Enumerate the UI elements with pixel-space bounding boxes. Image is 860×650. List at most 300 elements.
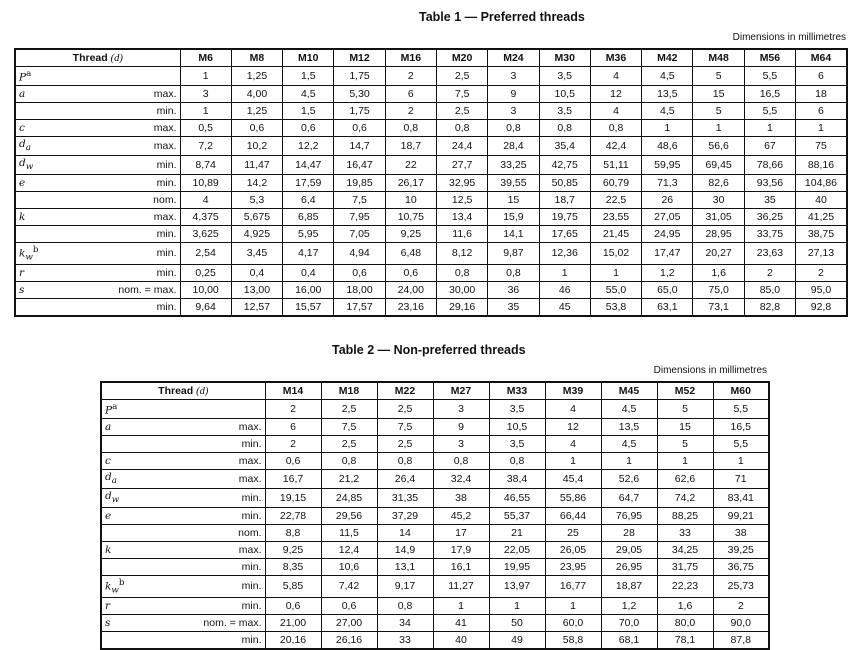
- value-cell: 42,4: [590, 136, 641, 155]
- value-cell: 1,25: [231, 102, 282, 119]
- value-cell: 1: [713, 452, 769, 469]
- table-row: [101, 469, 769, 488]
- value-cell: 2,5: [321, 435, 377, 452]
- value-cell: 17,47: [642, 242, 693, 265]
- symbol-letter: P: [105, 404, 113, 417]
- value-cell: 75: [796, 136, 847, 155]
- parameter-symbol: [15, 282, 105, 299]
- qualifier: max.: [105, 119, 180, 136]
- parameter-symbol: [15, 119, 105, 136]
- value-cell: 68,1: [601, 632, 657, 650]
- value-cell: 4,375: [180, 208, 231, 225]
- value-cell: 17,9: [433, 541, 489, 558]
- value-cell: 16,7: [265, 469, 321, 488]
- value-cell: 4,5: [283, 85, 334, 102]
- value-cell: 10,00: [180, 282, 231, 299]
- thread-size-header: M12: [334, 49, 385, 67]
- value-cell: 38: [713, 524, 769, 541]
- value-cell: 1: [601, 452, 657, 469]
- value-cell: 16,47: [334, 155, 385, 174]
- symbol-letter: c: [19, 121, 25, 134]
- value-cell: 1: [545, 598, 601, 615]
- value-cell: 12: [590, 85, 641, 102]
- header-row: [15, 49, 847, 67]
- table-row: [101, 488, 769, 507]
- value-cell: 55,86: [545, 488, 601, 507]
- value-cell: 34: [377, 615, 433, 632]
- value-cell: 45,4: [545, 469, 601, 488]
- table-row: [15, 208, 847, 225]
- value-cell: 23,95: [545, 558, 601, 575]
- value-cell: 36,75: [713, 558, 769, 575]
- value-cell: 1,2: [601, 598, 657, 615]
- value-cell: 24,95: [642, 225, 693, 242]
- thread-size-header: M22: [377, 382, 433, 400]
- value-cell: 1: [744, 119, 795, 136]
- thread-variable: (d): [110, 52, 123, 64]
- value-cell: 104,86: [796, 174, 847, 191]
- value-cell: 16,77: [545, 575, 601, 598]
- value-cell: 14,47: [283, 155, 334, 174]
- parameter-symbol: [15, 191, 105, 208]
- thread-size-header: M16: [385, 49, 436, 67]
- value-cell: 36: [488, 282, 539, 299]
- value-cell: 18,7: [539, 191, 590, 208]
- value-cell: 25: [545, 524, 601, 541]
- value-cell: 9: [433, 418, 489, 435]
- value-cell: 48,6: [642, 136, 693, 155]
- parameter-symbol: [15, 299, 105, 317]
- value-cell: 71,3: [642, 174, 693, 191]
- value-cell: 50,85: [539, 174, 590, 191]
- table1-title: Table 1 — Preferred threads: [419, 10, 585, 24]
- value-cell: 2: [796, 265, 847, 282]
- value-cell: 0,8: [488, 119, 539, 136]
- value-cell: 4,925: [231, 225, 282, 242]
- value-cell: 3,5: [489, 435, 545, 452]
- table-row: [101, 632, 769, 650]
- value-cell: 30,00: [436, 282, 487, 299]
- value-cell: 21,00: [265, 615, 321, 632]
- value-cell: 6: [796, 67, 847, 86]
- qualifier: max.: [187, 452, 265, 469]
- value-cell: 29,05: [601, 541, 657, 558]
- thread-size-header: M8: [231, 49, 282, 67]
- symbol-letter: k: [19, 247, 26, 260]
- footnote-marker: b: [32, 244, 39, 255]
- value-cell: 8,35: [265, 558, 321, 575]
- value-cell: 6,85: [283, 208, 334, 225]
- value-cell: 88,16: [796, 155, 847, 174]
- value-cell: 31,35: [377, 488, 433, 507]
- table-row: [101, 507, 769, 524]
- value-cell: 26,4: [377, 469, 433, 488]
- header-row: [101, 382, 769, 400]
- parameter-symbol: [15, 242, 105, 265]
- symbol-letter: d: [19, 156, 26, 169]
- table-row: [15, 242, 847, 265]
- value-cell: 8,8: [265, 524, 321, 541]
- value-cell: 70,0: [601, 615, 657, 632]
- value-cell: 33,75: [744, 225, 795, 242]
- value-cell: 0,8: [321, 452, 377, 469]
- value-cell: 27,05: [642, 208, 693, 225]
- thread-size-header: M56: [744, 49, 795, 67]
- value-cell: 83,41: [713, 488, 769, 507]
- value-cell: 0,6: [283, 119, 334, 136]
- value-cell: 7,42: [321, 575, 377, 598]
- value-cell: 24,85: [321, 488, 377, 507]
- value-cell: 7,5: [377, 418, 433, 435]
- value-cell: 2: [385, 102, 436, 119]
- thread-header-cell: [15, 49, 180, 67]
- value-cell: 78,66: [744, 155, 795, 174]
- thread-size-header: M60: [713, 382, 769, 400]
- qualifier: min.: [105, 225, 180, 242]
- value-cell: 23,16: [385, 299, 436, 317]
- value-cell: 1: [693, 119, 744, 136]
- value-cell: 88,25: [657, 507, 713, 524]
- value-cell: 5,95: [283, 225, 334, 242]
- table-row: [15, 265, 847, 282]
- value-cell: 7,05: [334, 225, 385, 242]
- value-cell: 0,8: [488, 265, 539, 282]
- table-row: [15, 155, 847, 174]
- value-cell: 7,5: [321, 418, 377, 435]
- value-cell: 22,5: [590, 191, 641, 208]
- value-cell: 15,57: [283, 299, 334, 317]
- value-cell: 46: [539, 282, 590, 299]
- symbol-subscript: a: [111, 475, 117, 486]
- table-row: [15, 85, 847, 102]
- value-cell: 87,8: [713, 632, 769, 650]
- value-cell: 14: [377, 524, 433, 541]
- value-cell: 26,16: [321, 632, 377, 650]
- value-cell: 14,1: [488, 225, 539, 242]
- thread-size-header: M52: [657, 382, 713, 400]
- qualifier: min.: [187, 575, 265, 598]
- value-cell: 1,75: [334, 67, 385, 86]
- value-cell: 9,25: [385, 225, 436, 242]
- value-cell: 5,5: [744, 102, 795, 119]
- value-cell: 8,74: [180, 155, 231, 174]
- parameter-symbol: [15, 174, 105, 191]
- value-cell: 21,2: [321, 469, 377, 488]
- thread-size-header: M18: [321, 382, 377, 400]
- value-cell: 60,0: [545, 615, 601, 632]
- value-cell: 1,5: [283, 102, 334, 119]
- value-cell: 32,4: [433, 469, 489, 488]
- value-cell: 2: [744, 265, 795, 282]
- thread-label: Thread: [158, 384, 194, 397]
- value-cell: 2,54: [180, 242, 231, 265]
- value-cell: 10,2: [231, 136, 282, 155]
- value-cell: 4,00: [231, 85, 282, 102]
- value-cell: 27,00: [321, 615, 377, 632]
- value-cell: 76,95: [601, 507, 657, 524]
- value-cell: 32,95: [436, 174, 487, 191]
- value-cell: 13,4: [436, 208, 487, 225]
- value-cell: 3: [488, 67, 539, 86]
- symbol-subscript: w: [111, 494, 120, 505]
- qualifier: nom. = max.: [187, 615, 265, 632]
- parameter-symbol: [101, 418, 187, 435]
- value-cell: 9,25: [265, 541, 321, 558]
- value-cell: 3: [180, 85, 231, 102]
- value-cell: 10,5: [539, 85, 590, 102]
- value-cell: 0,25: [180, 265, 231, 282]
- thread-size-header: M6: [180, 49, 231, 67]
- value-cell: 2,5: [321, 400, 377, 419]
- value-cell: 4,17: [283, 242, 334, 265]
- thread-size-header: M36: [590, 49, 641, 67]
- qualifier: min.: [105, 155, 180, 174]
- value-cell: 5,30: [334, 85, 385, 102]
- value-cell: 1,2: [642, 265, 693, 282]
- qualifier: min.: [187, 632, 265, 650]
- parameter-symbol: [101, 488, 187, 507]
- value-cell: 12,5: [436, 191, 487, 208]
- qualifier: min.: [187, 558, 265, 575]
- value-cell: 50: [489, 615, 545, 632]
- symbol-subscript: w: [25, 252, 33, 263]
- value-cell: 3,5: [539, 102, 590, 119]
- value-cell: 3,45: [231, 242, 282, 265]
- value-cell: 0,6: [265, 452, 321, 469]
- symbol-letter: a: [19, 87, 26, 100]
- parameter-symbol: [101, 524, 187, 541]
- value-cell: 40: [796, 191, 847, 208]
- value-cell: 5,85: [265, 575, 321, 598]
- thread-size-header: M27: [433, 382, 489, 400]
- value-cell: 5,675: [231, 208, 282, 225]
- qualifier: [105, 67, 180, 86]
- preferred-threads-table: [14, 48, 848, 317]
- value-cell: 10,75: [385, 208, 436, 225]
- value-cell: 11,47: [231, 155, 282, 174]
- qualifier: min.: [187, 507, 265, 524]
- value-cell: 15,02: [590, 242, 641, 265]
- parameter-symbol: [15, 225, 105, 242]
- value-cell: 16,5: [713, 418, 769, 435]
- value-cell: 26,95: [601, 558, 657, 575]
- table-row: [15, 174, 847, 191]
- symbol-letter: k: [105, 543, 112, 556]
- value-cell: 1: [657, 452, 713, 469]
- symbol-letter: a: [105, 420, 112, 433]
- value-cell: 13,97: [489, 575, 545, 598]
- value-cell: 18,00: [334, 282, 385, 299]
- value-cell: 40: [433, 632, 489, 650]
- value-cell: 33,25: [488, 155, 539, 174]
- value-cell: 2: [385, 67, 436, 86]
- value-cell: 5: [657, 435, 713, 452]
- parameter-symbol: [15, 265, 105, 282]
- qualifier: max.: [187, 418, 265, 435]
- value-cell: 0,4: [283, 265, 334, 282]
- symbol-letter: c: [105, 454, 111, 467]
- value-cell: 71: [713, 469, 769, 488]
- value-cell: 10: [385, 191, 436, 208]
- value-cell: 11,5: [321, 524, 377, 541]
- non-preferred-threads-table: [100, 381, 770, 650]
- value-cell: 46,55: [489, 488, 545, 507]
- value-cell: 0,6: [334, 265, 385, 282]
- value-cell: 99,21: [713, 507, 769, 524]
- parameter-symbol: [101, 558, 187, 575]
- thread-size-header: M39: [545, 382, 601, 400]
- thread-size-header: M33: [489, 382, 545, 400]
- thread-size-header: M30: [539, 49, 590, 67]
- value-cell: 16,00: [283, 282, 334, 299]
- qualifier: min.: [105, 299, 180, 317]
- parameter-symbol: [101, 598, 187, 615]
- thread-label: Thread: [72, 51, 108, 64]
- value-cell: 82,8: [744, 299, 795, 317]
- value-cell: 9,64: [180, 299, 231, 317]
- table-row: [15, 119, 847, 136]
- value-cell: 5,5: [713, 435, 769, 452]
- value-cell: 7,5: [334, 191, 385, 208]
- footnote-marker: a: [26, 69, 32, 79]
- symbol-subscript: w: [25, 161, 34, 172]
- qualifier: min.: [105, 102, 180, 119]
- value-cell: 3,5: [539, 67, 590, 86]
- table-row: [15, 282, 847, 299]
- thread-size-header: M14: [265, 382, 321, 400]
- value-cell: 22,23: [657, 575, 713, 598]
- value-cell: 0,8: [590, 119, 641, 136]
- value-cell: 1: [433, 598, 489, 615]
- value-cell: 11,27: [433, 575, 489, 598]
- value-cell: 41,25: [796, 208, 847, 225]
- value-cell: 64,7: [601, 488, 657, 507]
- symbol-letter: s: [105, 617, 111, 630]
- qualifier: min.: [187, 488, 265, 507]
- value-cell: 1: [539, 265, 590, 282]
- table-row: [15, 299, 847, 317]
- value-cell: 16,1: [433, 558, 489, 575]
- value-cell: 6,48: [385, 242, 436, 265]
- value-cell: 5,3: [231, 191, 282, 208]
- value-cell: 8,12: [436, 242, 487, 265]
- thread-size-header: M20: [436, 49, 487, 67]
- table-row: [101, 452, 769, 469]
- table-row: [101, 541, 769, 558]
- value-cell: 0,6: [265, 598, 321, 615]
- symbol-letter: s: [19, 284, 25, 297]
- value-cell: 0,6: [321, 598, 377, 615]
- value-cell: 0,6: [385, 265, 436, 282]
- value-cell: 15: [693, 85, 744, 102]
- value-cell: 75,0: [693, 282, 744, 299]
- value-cell: 29,56: [321, 507, 377, 524]
- value-cell: 13,5: [601, 418, 657, 435]
- value-cell: 1: [180, 67, 231, 86]
- qualifier: min.: [187, 435, 265, 452]
- value-cell: 19,15: [265, 488, 321, 507]
- value-cell: 10,6: [321, 558, 377, 575]
- value-cell: 22,05: [489, 541, 545, 558]
- parameter-symbol: [101, 615, 187, 632]
- value-cell: 4: [590, 102, 641, 119]
- value-cell: 4: [545, 435, 601, 452]
- value-cell: 12,2: [283, 136, 334, 155]
- value-cell: 67: [744, 136, 795, 155]
- value-cell: 1: [545, 452, 601, 469]
- value-cell: 23,63: [744, 242, 795, 265]
- qualifier: nom.: [105, 191, 180, 208]
- value-cell: 35: [488, 299, 539, 317]
- value-cell: 13,5: [642, 85, 693, 102]
- table-row: [101, 435, 769, 452]
- qualifier: max.: [105, 85, 180, 102]
- value-cell: 18,87: [601, 575, 657, 598]
- value-cell: 0,8: [385, 119, 436, 136]
- symbol-letter: d: [19, 137, 26, 150]
- value-cell: 85,0: [744, 282, 795, 299]
- qualifier: [187, 400, 265, 419]
- value-cell: 6: [385, 85, 436, 102]
- value-cell: 3,625: [180, 225, 231, 242]
- table-row: [101, 400, 769, 419]
- qualifier: max.: [187, 541, 265, 558]
- value-cell: 22,78: [265, 507, 321, 524]
- qualifier: min.: [105, 242, 180, 265]
- value-cell: 10,5: [489, 418, 545, 435]
- value-cell: 33: [657, 524, 713, 541]
- value-cell: 7,5: [436, 85, 487, 102]
- value-cell: 82,6: [693, 174, 744, 191]
- value-cell: 5: [693, 102, 744, 119]
- value-cell: 24,00: [385, 282, 436, 299]
- thread-size-header: M42: [642, 49, 693, 67]
- value-cell: 10,89: [180, 174, 231, 191]
- thread-variable: (d): [196, 385, 209, 397]
- value-cell: 31,05: [693, 208, 744, 225]
- value-cell: 17,59: [283, 174, 334, 191]
- value-cell: 1: [180, 102, 231, 119]
- value-cell: 17,57: [334, 299, 385, 317]
- table-row: [101, 575, 769, 598]
- parameter-symbol: [15, 67, 105, 86]
- qualifier: max.: [105, 136, 180, 155]
- value-cell: 66,44: [545, 507, 601, 524]
- parameter-symbol: [101, 469, 187, 488]
- symbol-letter: e: [19, 176, 26, 189]
- qualifier: nom.: [187, 524, 265, 541]
- value-cell: 52,6: [601, 469, 657, 488]
- value-cell: 38,4: [489, 469, 545, 488]
- table-row: [15, 136, 847, 155]
- value-cell: 4,5: [642, 67, 693, 86]
- value-cell: 7,2: [180, 136, 231, 155]
- qualifier: min.: [187, 598, 265, 615]
- parameter-symbol: [101, 435, 187, 452]
- value-cell: 21: [489, 524, 545, 541]
- value-cell: 1,25: [231, 67, 282, 86]
- value-cell: 27,7: [436, 155, 487, 174]
- table2-title: Table 2 — Non-preferred threads: [332, 343, 526, 357]
- value-cell: 39,25: [713, 541, 769, 558]
- value-cell: 3: [433, 400, 489, 419]
- table-row: [101, 418, 769, 435]
- qualifier: max.: [105, 208, 180, 225]
- value-cell: 49: [489, 632, 545, 650]
- value-cell: 5: [693, 67, 744, 86]
- parameter-symbol: [15, 136, 105, 155]
- value-cell: 4: [590, 67, 641, 86]
